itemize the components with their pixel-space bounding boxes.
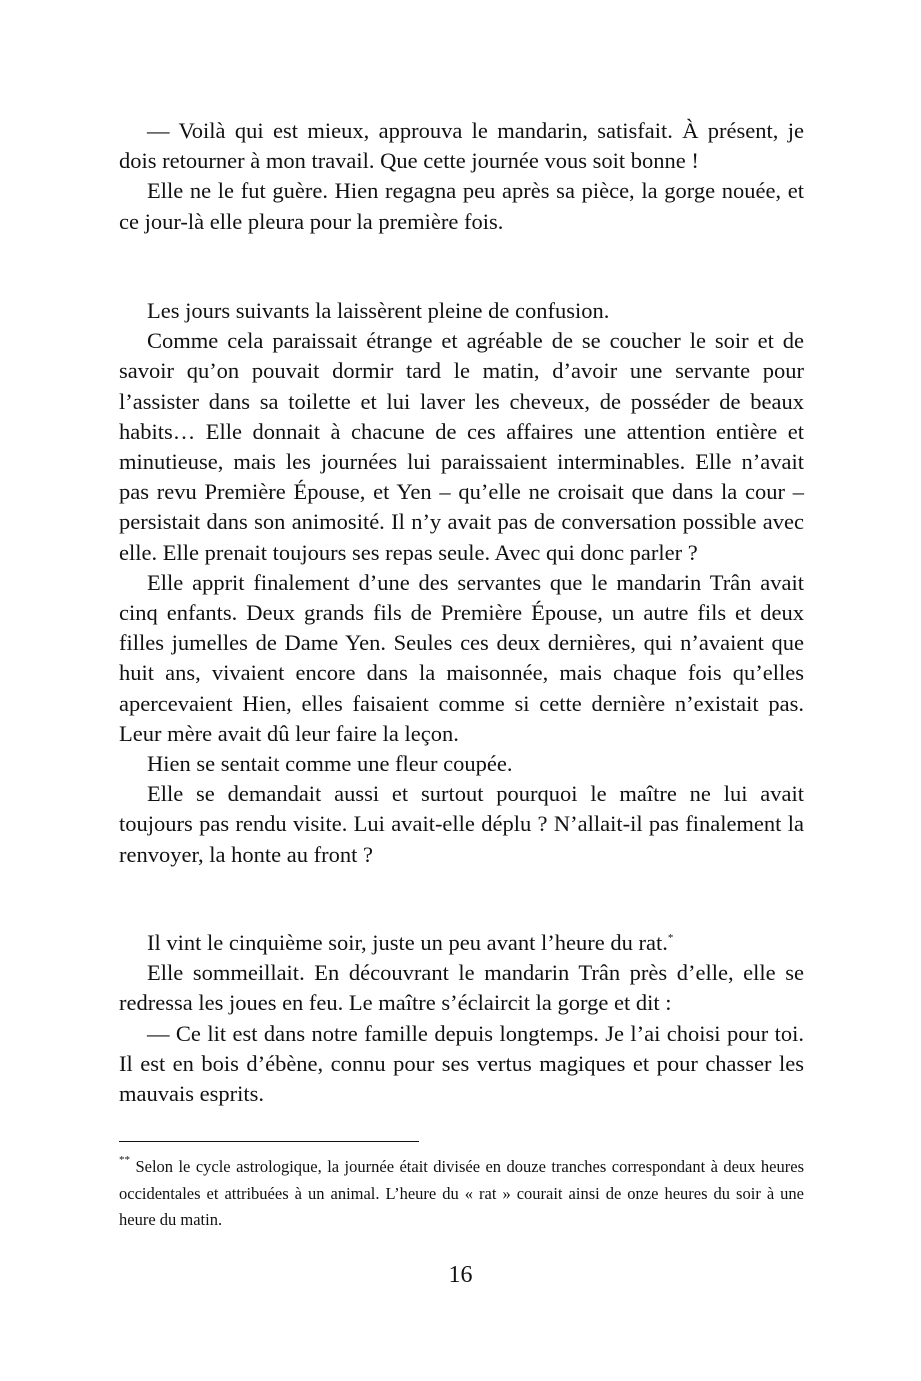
- paragraph: Elle apprit finalement d’une des servantes que le mandarin Trân avait cinq enfants. Deux grands fils de Première Épouse, un autre fils et deux filles jumelles de Dame Yen. Seules ces deux dernières, qui n’avaient que huit ans, vivaient encore dans la maisonnée, mais chaque fois qu’elles apercevaient Hien, elles faisaient comme si cette dernière n’existait pas. Leur mère avait dû leur faire la leçon.: [119, 569, 804, 746]
- page-number: 16: [448, 1262, 473, 1288]
- footnote-text: Selon le cycle astrologique, la journée était divisée en douze tranches correspondant à deux heures occidentales et attribuées à un animal. L’heure du « rat » courait ainsi de onze heures du soir à une heure du matin.: [119, 1157, 804, 1229]
- footnote-paragraph: [119, 1154, 804, 1234]
- section-3: [119, 928, 804, 1109]
- paragraph: — Voilà qui est mieux, approuva le mandarin, satisfait. À présent, je dois retourner à mon travail. Que cette journée vous soit bonne !: [119, 118, 804, 174]
- section-1: [119, 116, 804, 237]
- paragraph-text: Il vint le cinquième soir, juste un peu avant l’heure du rat.: [147, 930, 668, 955]
- paragraph: Hien se sentait comme une fleur coupée.: [147, 751, 513, 777]
- footnote: [119, 1154, 804, 1234]
- paragraph: Les jours suivants la laissèrent pleine de confusion.: [147, 298, 610, 323]
- footnote-divider: [119, 1141, 419, 1142]
- footnote-marker: **: [119, 1154, 130, 1166]
- paragraph: — Ce lit est dans notre famille depuis longtemps. Je l’ai choisi pour toi. Il est en bois d’ébène, connu pour ses vertus magiques et pour chasser les mauvais esprits.: [119, 1020, 804, 1107]
- paragraph: Elle ne le fut guère. Hien regagna peu après sa pièce, la gorge nouée, et ce jour-là elle pleura pour la première fois.: [119, 178, 804, 234]
- footnote-reference: *: [667, 932, 674, 944]
- paragraph: Comme cela paraissait étrange et agréable de se coucher le soir et de savoir qu’on pouvait dormir tard le matin, d’avoir une servante pour l’assister dans sa toilette et lui laver les cheveux, de posséder de beaux habits… Elle donnait à chacune de ces affaires une attention entière et minutieuse, mais les journées lui paraissaient interminables. Elle n’avait pas revu Première Épouse, et Yen – qu’elle ne croisait que dans la cour – persistait dans son animosité. Il n’y avait pas de conversation possible avec elle. Elle prenait toujours ses repas seule. Avec qui donc parler ?: [119, 328, 804, 565]
- paragraph: Elle sommeillait. En découvrant le mandarin Trân près d’elle, elle se redressa les joues en feu. Le maître s’éclaircit la gorge et dit :: [119, 960, 804, 1016]
- paragraph-with-note: [119, 928, 804, 958]
- paragraph: Elle se demandait aussi et surtout pourquoi le maître ne lui avait toujours pas rendu visite. Lui avait-elle déplu ? N’allait-il pas finalement la renvoyer, la honte au front ?: [119, 781, 804, 867]
- section-2: [119, 296, 804, 870]
